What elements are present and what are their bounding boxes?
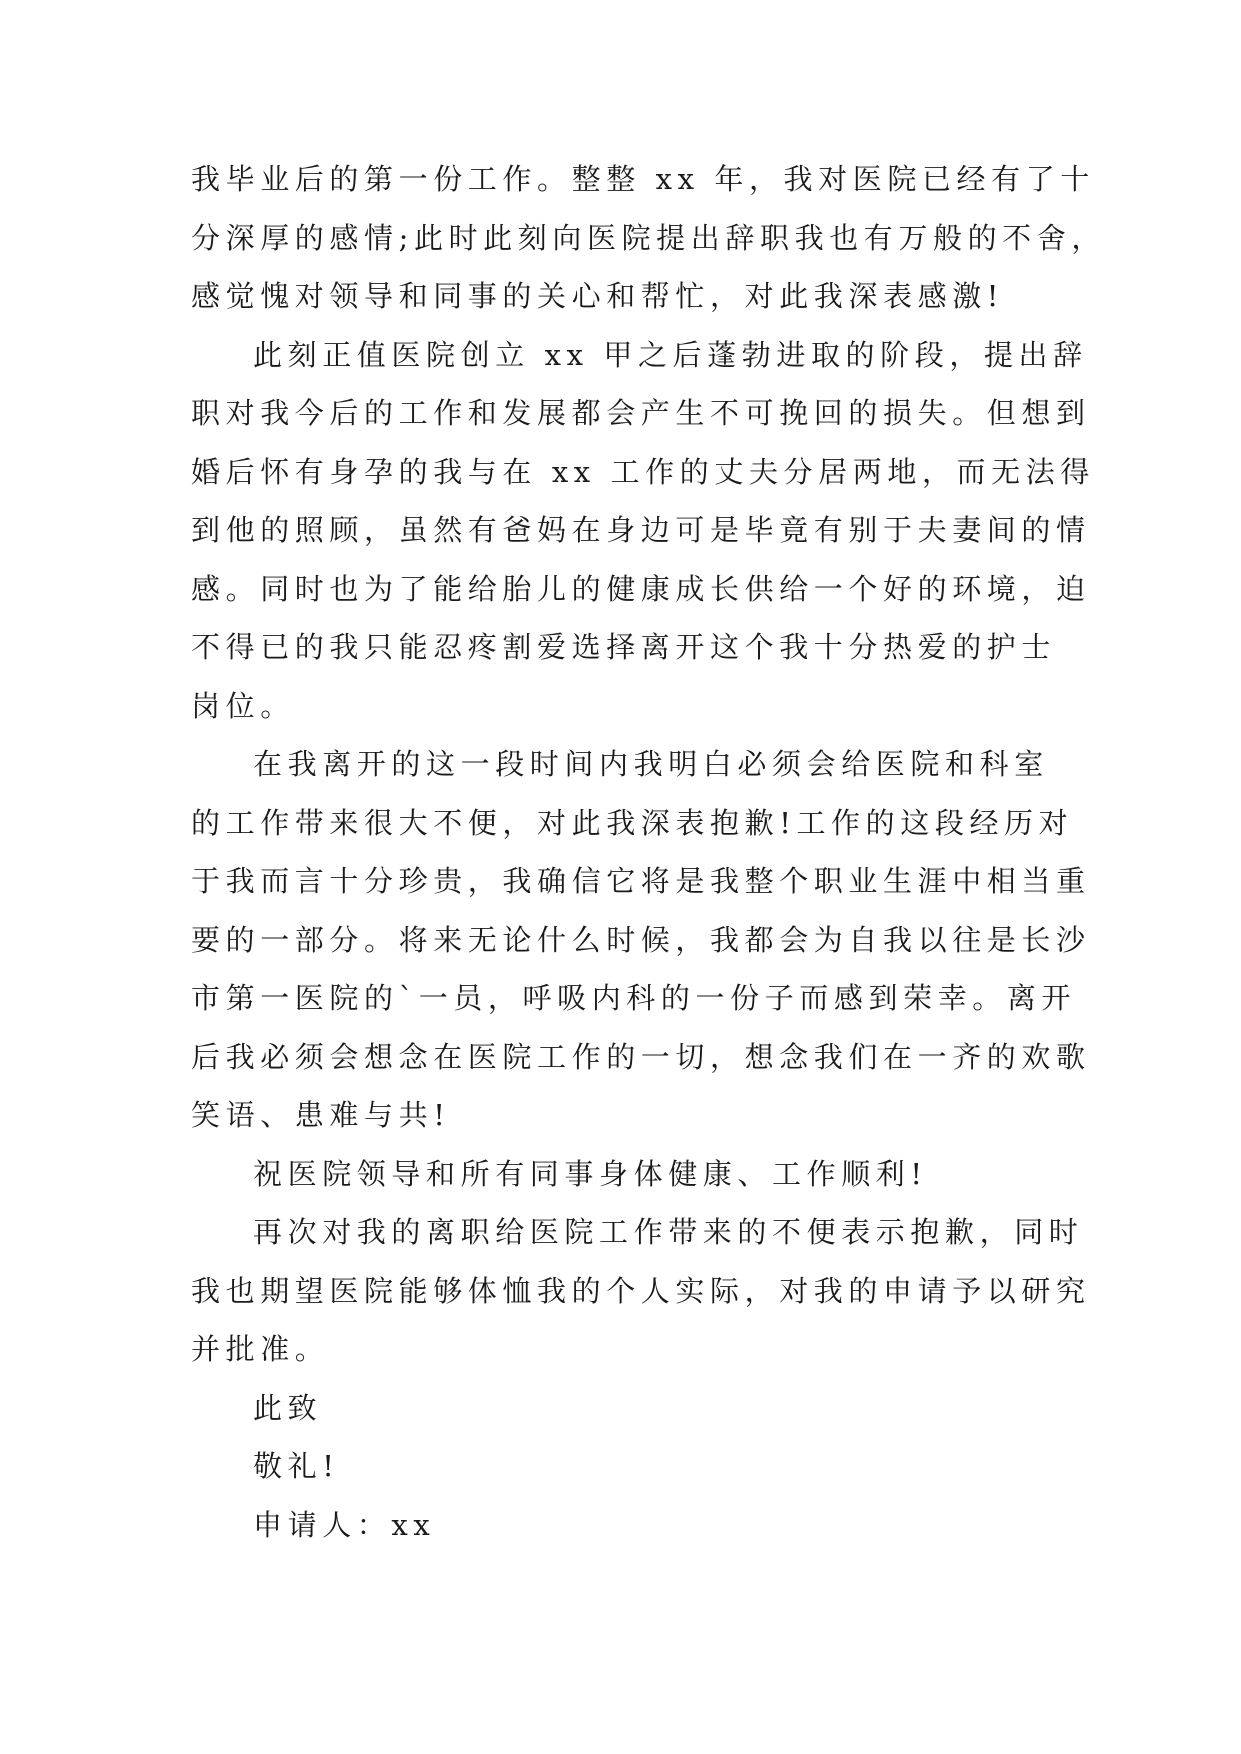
text-line: 后我必须会想念在医院工作的一切，想念我们在一齐的欢歌 <box>191 1039 1091 1074</box>
closing-regards: 敬礼! <box>253 1449 340 1483</box>
applicant-signature: 申请人：xx <box>253 1507 436 1542</box>
text-line: 不得已的我只能忍疼割爱选择离开这个我十分热爱的护士 <box>191 630 1057 664</box>
text-line: 我也期望医院能够体恤我的个人实际，对我的申请予以研究 <box>191 1273 1091 1308</box>
text-line: 笑语、患难与共! <box>191 1098 451 1132</box>
text-line: 要的一部分。将来无论什么时候，我都会为自我以往是长沙 <box>191 922 1091 957</box>
text-line: 我毕业后的第一份工作。整整 xx 年，我对医院已经有了十 <box>191 162 1095 196</box>
text-line: 感觉愧对领导和同事的关心和帮忙，对此我深表感激! <box>191 279 1005 313</box>
text-line: 婚后怀有身孕的我与在 xx 工作的丈夫分居两地，而无法得 <box>191 454 1095 489</box>
letter-body <box>191 150 1106 1554</box>
text-line: 到他的照顾，虽然有爸妈在身边可是毕竟有别于夫妻间的情 <box>191 513 1091 547</box>
paragraph-start-line: 此刻正值医院创立 xx 甲之后蓬勃进取的阶段，提出辞 <box>253 337 1088 372</box>
closing-salutation: 此致 <box>253 1390 323 1425</box>
text-line: 的工作带来很大不便，对此我深表抱歉!工作的这段经历对 <box>191 805 1074 840</box>
text-line: 并批准。 <box>191 1332 330 1366</box>
text-line: 感。同时也为了能给胎儿的健康成长供给一个好的环境，迫 <box>191 571 1091 606</box>
text-line: 岗位。 <box>191 688 295 723</box>
paragraph-start-line: 再次对我的离职给医院工作带来的不便表示抱歉，同时 <box>253 1215 1084 1249</box>
paragraph-start-line: 祝医院领导和所有同事身体健康、工作顺利! <box>253 1156 928 1191</box>
text-line: 于我而言十分珍贵，我确信它将是我整个职业生涯中相当重 <box>191 864 1091 898</box>
paragraph-start-line: 在我离开的这一段时间内我明白必须会给医院和科室 <box>253 747 1049 781</box>
text-line: 市第一医院的`一员，呼吸内科的一份子而感到荣幸。离开 <box>191 981 1077 1015</box>
text-line: 职对我今后的工作和发展都会产生不可挽回的损失。但想到 <box>191 396 1091 430</box>
text-line: 分深厚的感情;此时此刻向医院提出辞职我也有万般的不舍， <box>191 220 1106 255</box>
